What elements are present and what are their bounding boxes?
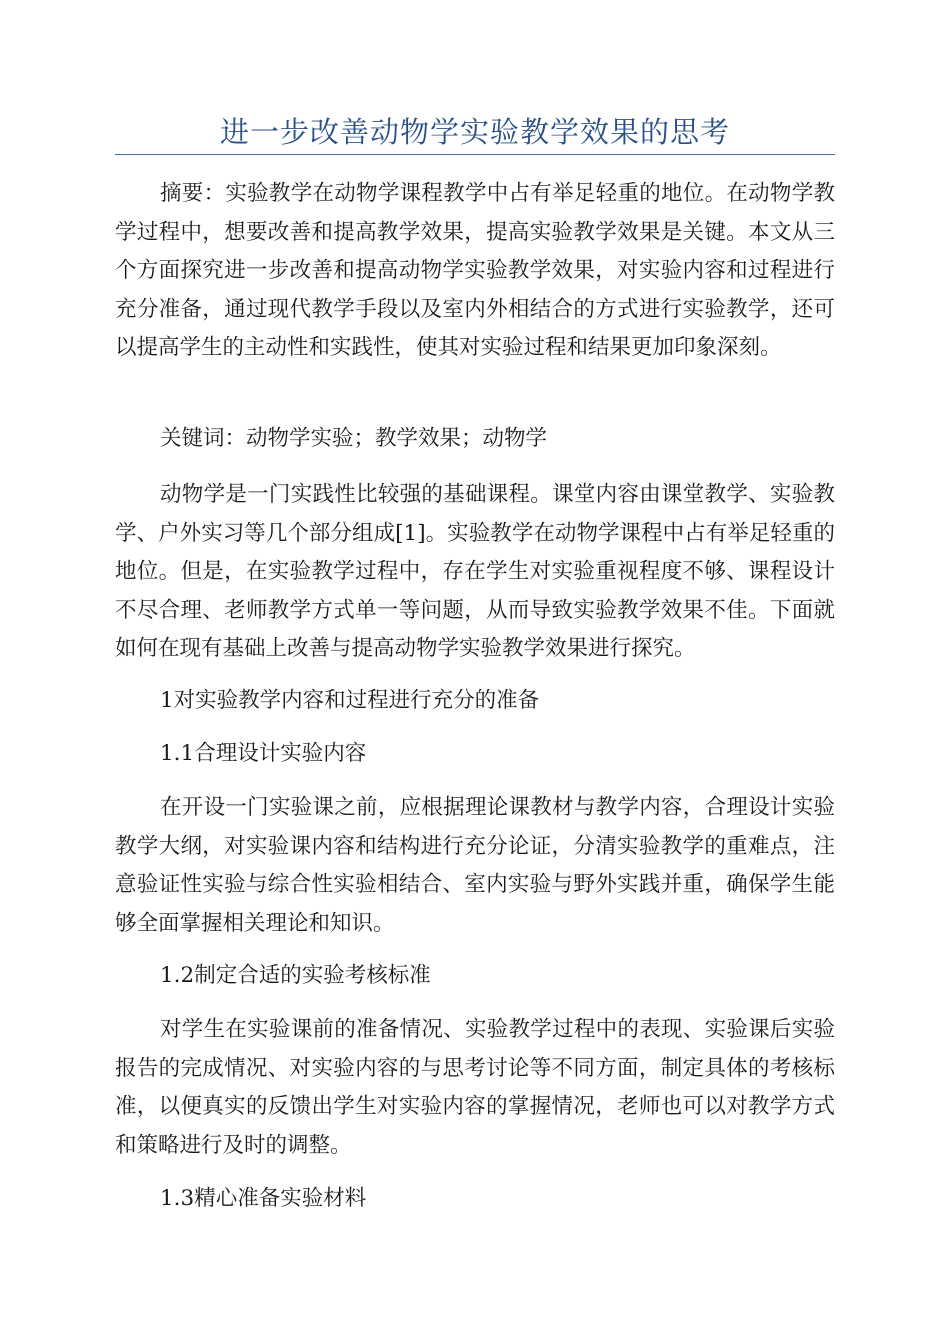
section-1-2-heading: 1.2制定合适的实验考核标准 [160,963,431,988]
document-title: 进一步改善动物学实验教学效果的思考 [219,115,730,149]
section-1-3-heading: 1.3精心准备实验材料 [160,1186,367,1211]
abstract-paragraph: 摘要：实验教学在动物学课程教学中占有举足轻重的地位。在动物学教学过程中，想要改善和提高教学效果，提高实验教学效果是关键。本文从三个方面探究进一步改善和提高动物学实验教学效果，对实验内容和过程进行充分准备，通过现代教学手段以及室内外相结合的方式进行实验教学，还可以提高学生的主动性和实践性，使其对实验过程和结果更加印象深刻。 [115,181,835,360]
section-1-1-body: 在开设一门实验课之前，应根据理论课教材与教学内容，合理设计实验教学大纲，对实验课内容和结构进行充分论证，分清实验教学的重难点，注意验证性实验与综合性实验相结合、室内实验与野外实践并重，确保学生能够全面掌握相关理论和知识。 [115,795,835,936]
section-1-heading: 1对实验教学内容和过程进行充分的准备 [160,688,540,713]
section-1-1-heading: 1.1合理设计实验内容 [160,741,367,766]
title-underline [115,154,835,155]
intro-paragraph: 动物学是一门实践性比较强的基础课程。课堂内容由课堂教学、实验教学、户外实习等几个部分组成[1]。实验教学在动物学课程中占有举足轻重的地位。但是，在实验教学过程中，存在学生对实验重视程度不够、课程设计不尽合理、老师教学方式单一等问题，从而导致实验教学效果不佳。下面就如何在现有基础上改善与提高动物学实验教学效果进行探究。 [115,482,835,661]
section-1-2-body: 对学生在实验课前的准备情况、实验教学过程中的表现、实验课后实验报告的完成情况、对实验内容的与思考讨论等不同方面，制定具体的考核标准，以便真实的反馈出学生对实验内容的掌握情况，老师也可以对教学方式和策略进行及时的调整。 [115,1017,835,1158]
keywords-line: 关键词：动物学实验；教学效果；动物学 [160,426,548,451]
